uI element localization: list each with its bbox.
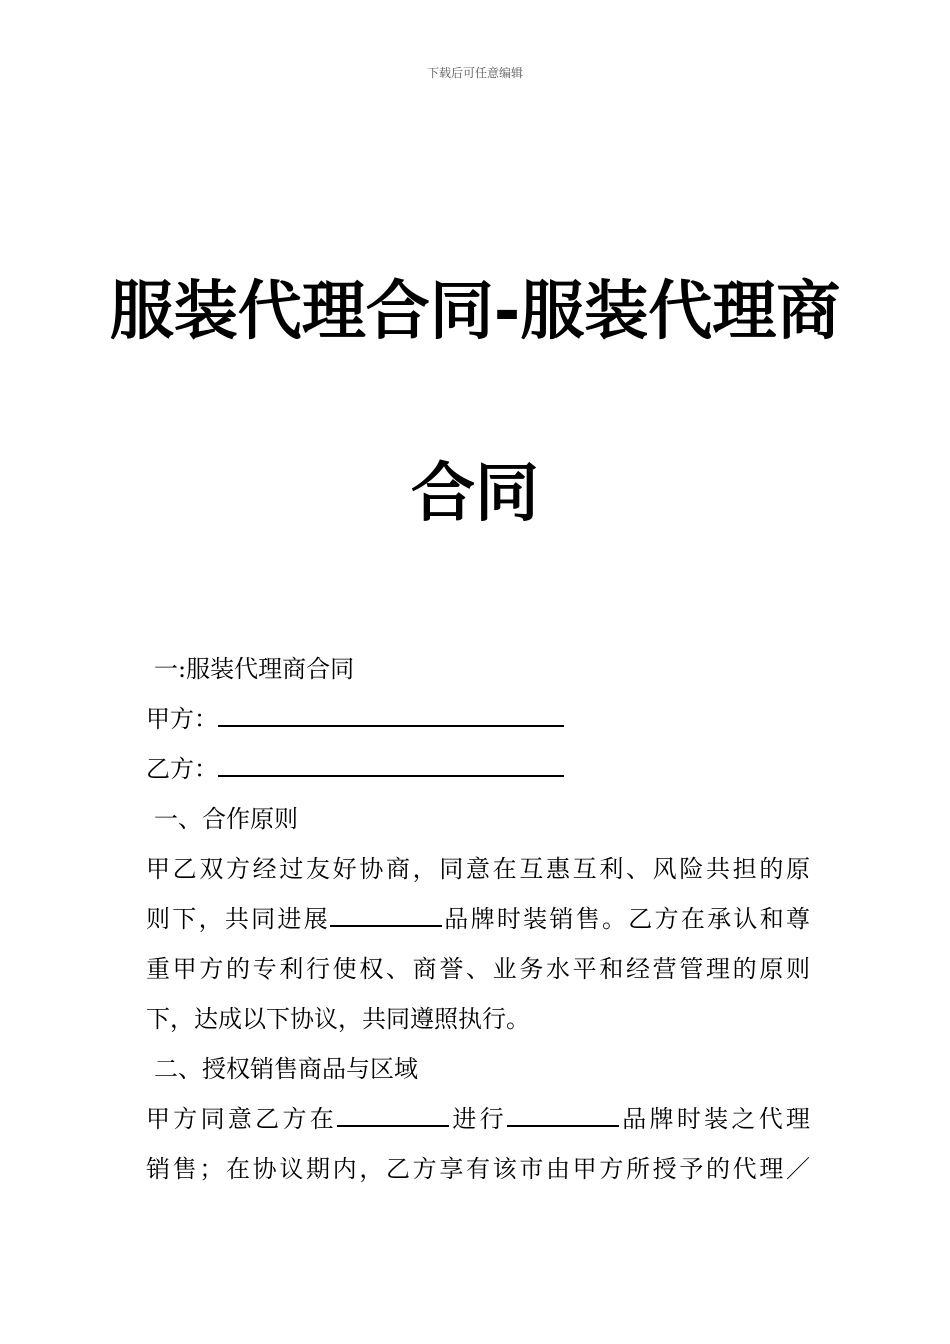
paragraph-2-line-1-start: 甲方同意乙方在 <box>146 1105 338 1133</box>
paragraph-1-line-4: 下，达成以下协议，共同遵照执行。 <box>146 1005 530 1033</box>
paragraph-2-line-1-end: 品牌时装之代理 <box>618 1105 811 1133</box>
section-2-heading: 二、授权销售商品与区域 <box>154 1055 418 1083</box>
document-title-line-2: 合同 <box>411 457 539 531</box>
party-a-line <box>146 694 810 744</box>
party-a-blank <box>218 695 564 727</box>
document-body <box>146 644 810 1194</box>
brand-blank-2 <box>507 1095 619 1127</box>
contract-subtitle: 一:服装代理商合同 <box>154 655 355 683</box>
paragraph-1-line-2-start: 则下，共同进展 <box>146 905 330 933</box>
party-b-label: 乙方： <box>146 755 218 783</box>
paragraph-1-line-2 <box>146 894 810 944</box>
paragraph-2-line-2: 销售；在协议期内，乙方享有该市由甲方所授予的代理／ <box>146 1155 810 1183</box>
party-a-label: 甲方： <box>146 705 218 733</box>
section-1-heading: 一、合作原则 <box>154 805 298 833</box>
paragraph-2-line-1-mid: 进行 <box>449 1105 507 1133</box>
region-blank <box>337 1095 449 1127</box>
document-title-line-1: 服装代理合同-服装代理商 <box>109 275 841 349</box>
paragraph-1-line-3: 重甲方的专利行使权、商誉、业务水平和经营管理的原则 <box>146 955 810 983</box>
party-b-blank <box>218 745 564 777</box>
brand-blank-1 <box>330 895 442 927</box>
paragraph-1-line-2-end: 品牌时装销售。乙方在承认和尊 <box>442 905 810 933</box>
party-b-line <box>146 744 810 794</box>
paragraph-2-line-1 <box>146 1094 810 1144</box>
paragraph-1-line-1: 甲乙双方经过友好协商，同意在互惠互利、风险共担的原 <box>146 855 810 883</box>
header-note: 下载后可任意编辑 <box>426 66 523 80</box>
